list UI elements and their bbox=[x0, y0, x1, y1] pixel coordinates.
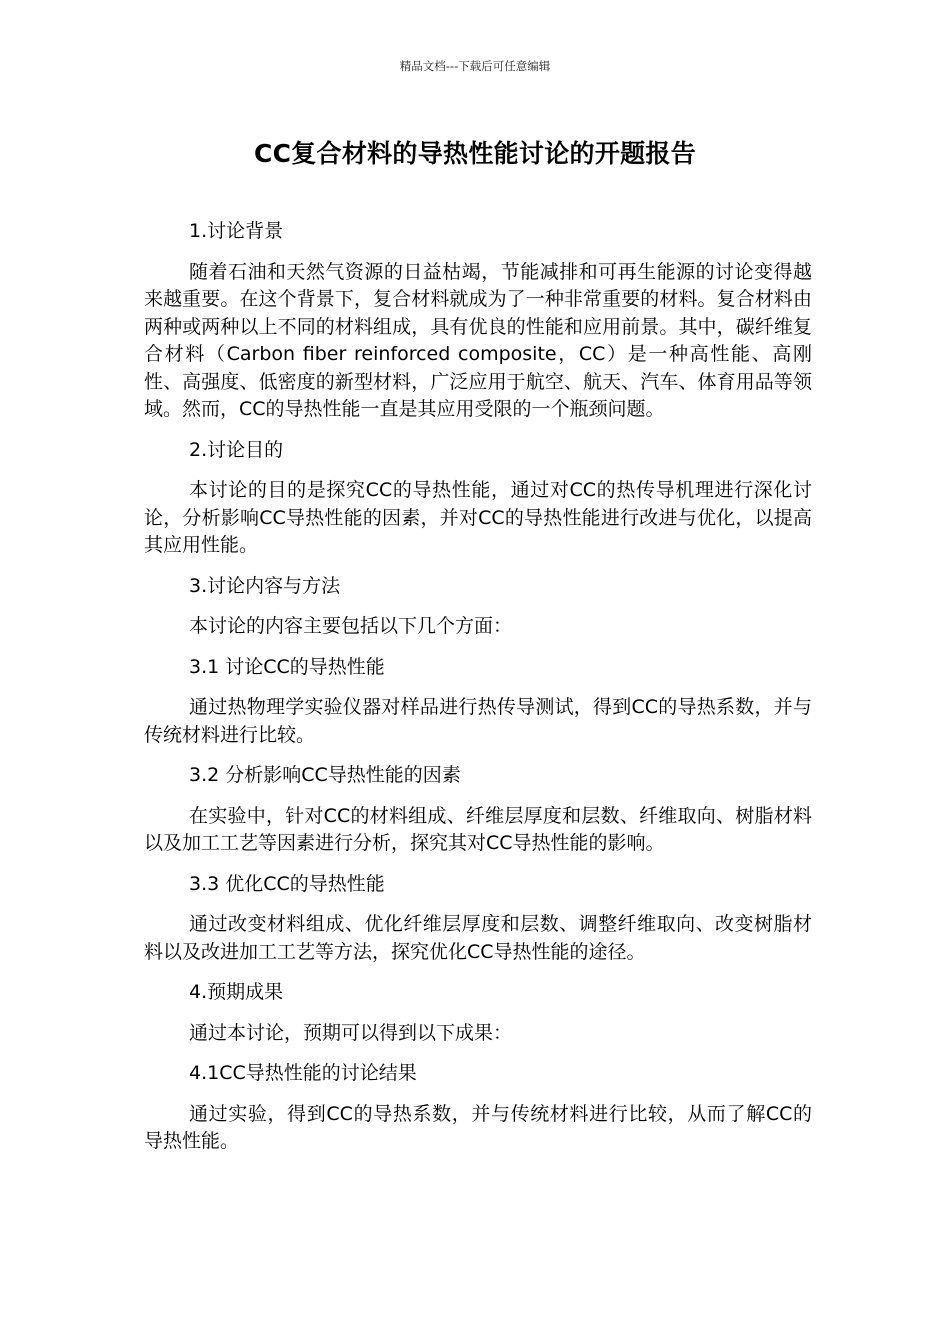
section-3-1-paragraph: 通过热物理学实验仪器对样品进行热传导测试，得到CC的导热系数，并与传统材料进行比较。 bbox=[144, 696, 812, 746]
document-body bbox=[144, 218, 812, 1156]
section-2-heading: 2.讨论目的 bbox=[189, 438, 284, 461]
section-3-2-paragraph: 在实验中，针对CC的材料组成、纤维层厚度和层数、纤维取向、树脂材料以及加工工艺等因素进行分析，探究其对CC导热性能的影响。 bbox=[144, 804, 812, 854]
section-3-3-heading: 3.3 优化CC的导热性能 bbox=[189, 872, 385, 895]
section-3-1-heading: 3.1 讨论CC的导热性能 bbox=[189, 655, 385, 678]
section-3-heading: 3.讨论内容与方法 bbox=[189, 574, 341, 597]
section-1-heading: 1.讨论背景 bbox=[189, 220, 284, 242]
section-3-intro: 本讨论的内容主要包括以下几个方面： bbox=[189, 615, 513, 637]
section-4-intro: 通过本讨论，预期可以得到以下成果： bbox=[189, 1021, 513, 1044]
section-4-1-heading: 4.1CC导热性能的讨论结果 bbox=[189, 1062, 417, 1084]
section-4-heading: 4.预期成果 bbox=[189, 981, 284, 1003]
section-4-1-paragraph: 通过实验，得到CC的导热系数，并与传统材料进行比较，从而了解CC的导热性能。 bbox=[144, 1102, 812, 1152]
page-header: 精品文档---下载后可任意编辑 bbox=[399, 59, 551, 73]
section-3-3-paragraph: 通过改变材料组成、优化纤维层厚度和层数、调整纤维取向、改变树脂材料以及改进加工工艺等方法，探究优化CC导热性能的途径。 bbox=[144, 913, 812, 963]
section-2-paragraph: 本讨论的目的是探究CC的导热性能，通过对CC的热传导机理进行深化讨论，分析影响CC导热性能的因素，并对CC的导热性能进行改进与优化，以提高其应用性能。 bbox=[144, 479, 812, 556]
document-title: CC复合材料的导热性能讨论的开题报告 bbox=[253, 139, 697, 168]
section-3-2-heading: 3.2 分析影响CC导热性能的因素 bbox=[189, 764, 461, 786]
section-1-paragraph: 随着石油和天然气资源的日益枯竭，节能减排和可再生能源的讨论变得越来越重要。在这个背景下，复合材料就成为了一种非常重要的材料。复合材料由两种或两种以上不同的材料组成，具有优良的性能和应用前景。其中，碳纤维复合材料（Carbon fiber reinforced composite，CC）是一种高性能、高刚性、高强度、低密度的新型材料，广泛应用于航空、航天、汽车、体育用品等领域。然而，CC的导热性能一直是其应用受限的一个瓶颈问题。 bbox=[144, 260, 812, 420]
